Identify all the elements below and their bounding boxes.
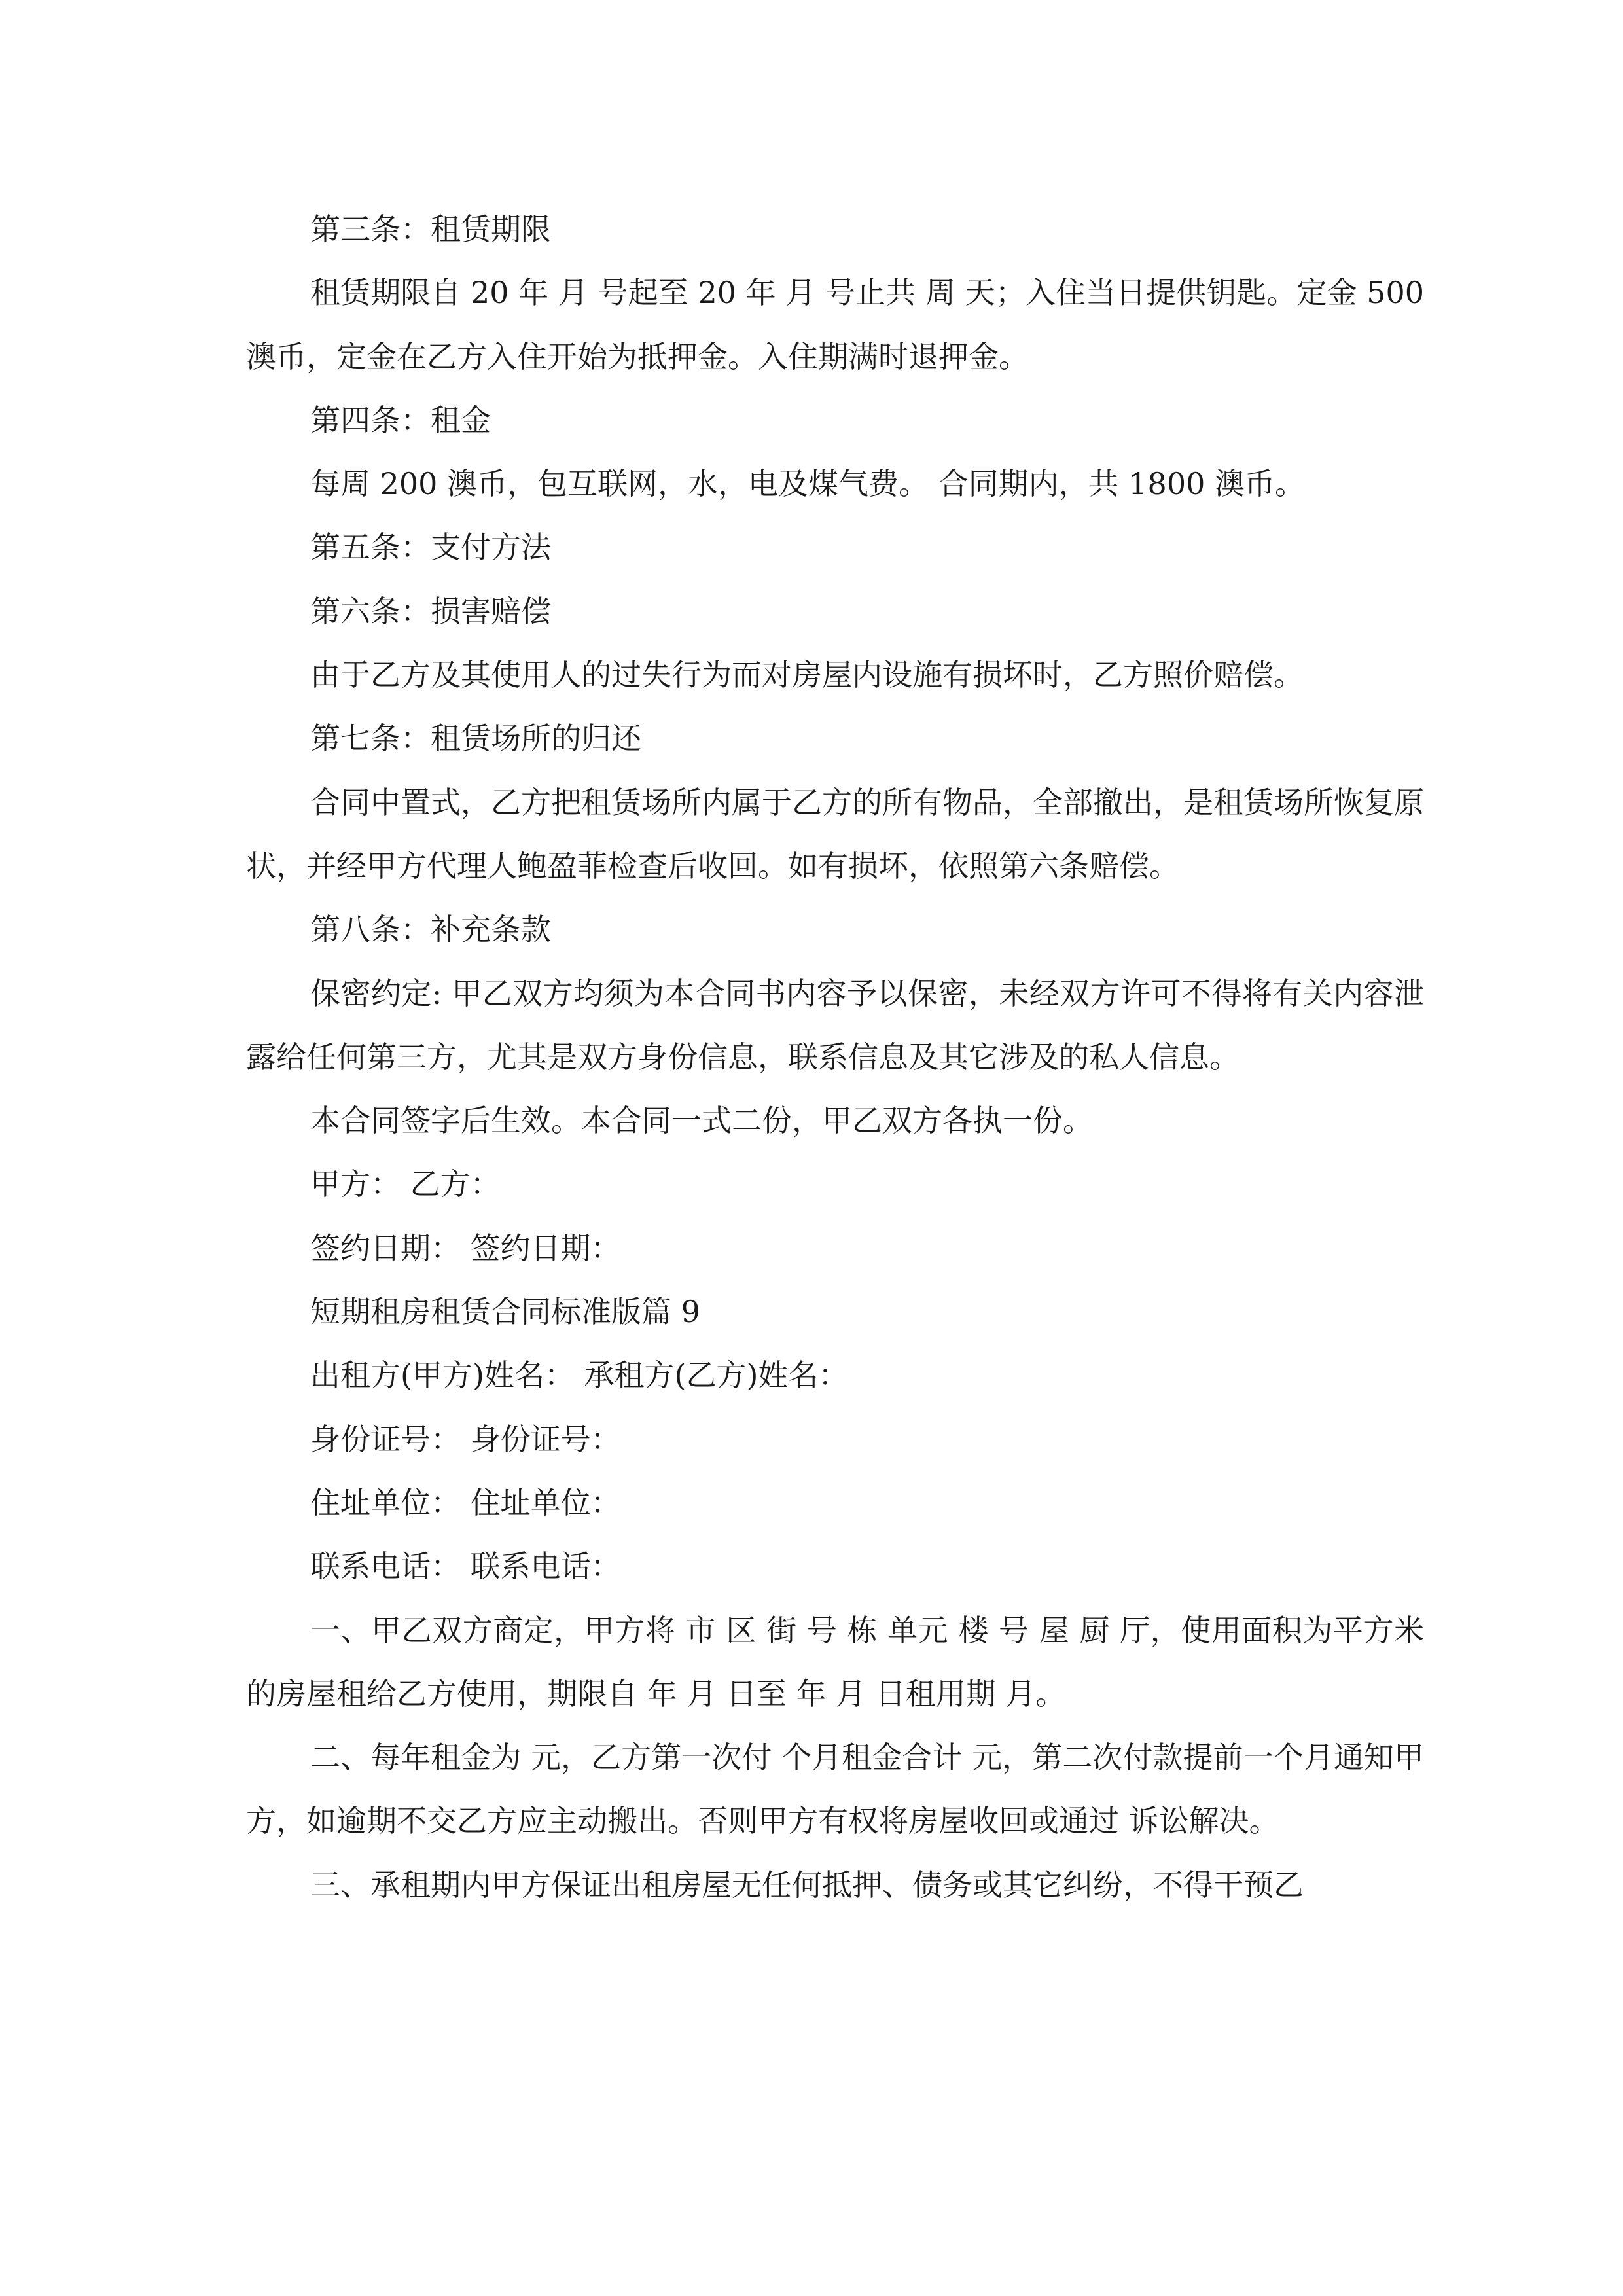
article-3-heading: 第三条：租赁期限 [310,211,551,247]
return-paragraph: 合同中置式，乙方把租赁场所内属于乙方的所有物品，全部撤出，是租赁场所恢复原状，并经甲方代理人鲍盈菲检查后收回。如有损坏，依照第六条赔偿。 [246,784,1424,884]
rent-paragraph: 每周 200 澳币，包互联网，水，电及煤气费。 合同期内，共 1800 澳币。 [310,466,1305,502]
article-7-heading: 第七条：租赁场所的归还 [310,721,641,757]
section-title: 短期租房租赁合同标准版篇 9 [310,1294,700,1330]
clause-3-paragraph: 三、承租期内甲方保证出租房屋无任何抵押、债务或其它纠纷，不得干预乙 [310,1867,1304,1903]
signing-date-line: 签约日期： 签约日期： [310,1230,621,1266]
article-5-heading: 第五条：支付方法 [310,529,551,565]
lease-term-paragraph: 租赁期限自 20 年 月 号起至 20 年 月 号止共 周 天；入住当日提供钥匙。定金 500 澳币，定金在乙方入住开始为抵押金。入住期满时退押金。 [246,275,1424,374]
article-4-heading: 第四条：租金 [310,402,491,438]
confidentiality-paragraph: 保密约定: 甲乙双方均须为本合同书内容予以保密，未经双方许可不得将有关内容泄露给任何第三方，尤其是双方身份信息，联系信息及其它涉及的私人信息。 [246,975,1424,1075]
phone-line: 联系电话： 联系电话： [310,1549,621,1585]
clause-2-paragraph: 二、每年租金为 元，乙方第一次付 个月租金合计 元，第二次付款提前一个月通知甲方，如逾期不交乙方应主动搬出。否则甲方有权将房屋收回或通过 诉讼解决。 [246,1740,1424,1839]
clause-1-paragraph: 一、甲乙双方商定，甲方将 市 区 街 号 栋 单元 楼 号 屋 厨 厅，使用面积为平方米的房屋租给乙方使用，期限自 年 月 日至 年 月 日租用期 月。 [246,1612,1424,1712]
address-line: 住址单位： 住址单位： [310,1484,621,1520]
effectiveness-paragraph: 本合同签字后生效。本合同一式二份，甲乙双方各执一份。 [310,1103,1093,1139]
names-line: 出租方(甲方)姓名： 承租方(乙方)姓名： [310,1357,849,1393]
document-body [246,198,1424,1917]
article-8-heading: 第八条：补充条款 [310,912,551,948]
article-6-heading: 第六条：损害赔偿 [310,593,551,629]
parties-signature-line: 甲方： 乙方： [310,1166,501,1202]
id-number-line: 身份证号： 身份证号： [310,1421,621,1457]
damage-paragraph: 由于乙方及其使用人的过失行为而对房屋内设施有损坏时，乙方照价赔偿。 [310,657,1304,693]
